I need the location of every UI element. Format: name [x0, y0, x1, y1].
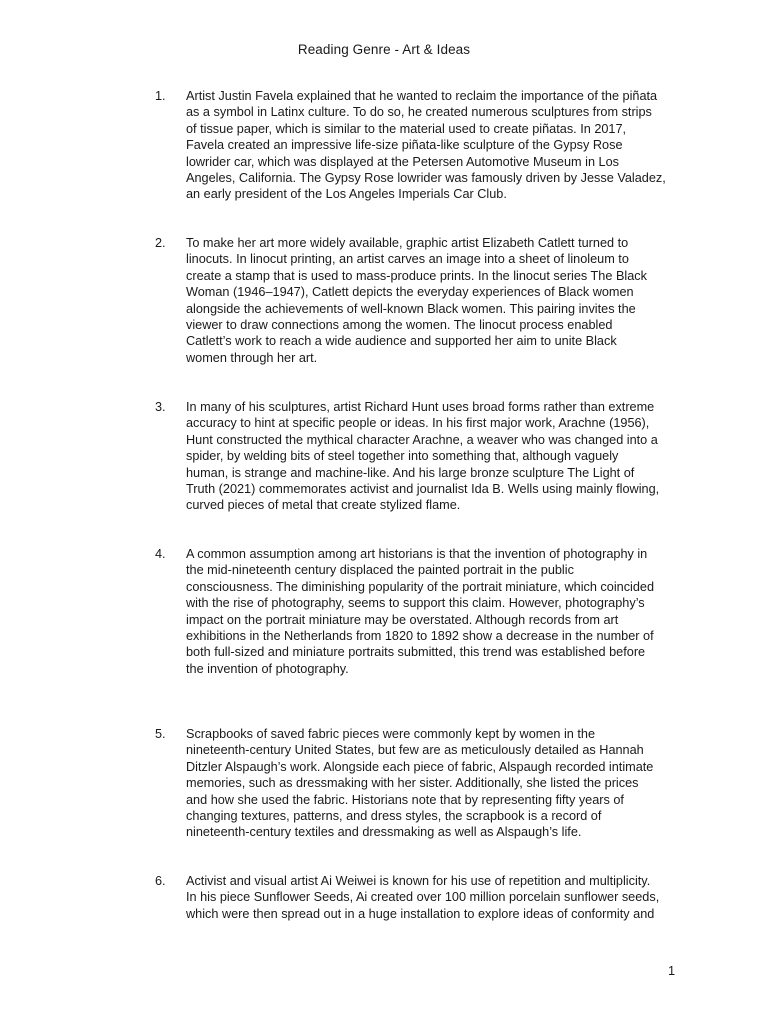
item-number: 2.	[155, 236, 166, 250]
text-line: linocuts. In linocut printing, an artist carves an image into a sheet of linoleum to	[186, 252, 629, 267]
text-line: accuracy to hint at specific people or ideas. In his first major work, Arachne (1956),	[186, 416, 650, 431]
text-line: nineteenth-century United States, but few are as meticulously detailed as Hannah	[186, 743, 644, 758]
item-text	[186, 235, 680, 366]
text-line: exhibitions in the Netherlands from 1820 to 1892 show a decrease in the number of	[186, 629, 654, 644]
item-text	[186, 726, 680, 841]
text-line: Artist Justin Favela explained that he wanted to reclaim the importance of the piñata	[186, 89, 658, 103]
item-text	[186, 88, 680, 203]
item-number: 3.	[155, 400, 166, 414]
text-line: A common assumption among art historians is that the invention of photography in	[186, 547, 648, 561]
text-line: In many of his sculptures, artist Richard Hunt uses broad forms rather than extreme	[186, 400, 655, 414]
page-title: Reading Genre - Art & Ideas	[297, 42, 471, 57]
text-line: the invention of photography.	[186, 661, 349, 676]
item-text	[186, 873, 680, 922]
text-line: nineteenth-century textiles and dressmaking as well as Alspaugh’s life.	[186, 825, 582, 840]
text-line: Favela created an impressive life-size piñata-like sculpture of the Gypsy Rose	[186, 138, 623, 153]
item-number: 5.	[155, 727, 166, 741]
text-line: as a symbol in Latinx culture. To do so, he created numerous sculptures from strips	[186, 105, 652, 120]
item-text	[186, 399, 680, 514]
item-number: 1.	[155, 89, 166, 103]
text-line: which were then spread out in a huge installation to explore ideas of conformity and	[186, 906, 655, 921]
text-line: alongside the achievements of well-known Black women. This pairing invites the	[186, 301, 636, 316]
text-line: the mid-nineteenth century displaced the painted portrait in the public	[186, 563, 574, 578]
page-number: 1	[668, 964, 676, 978]
text-line: Scrapbooks of saved fabric pieces were commonly kept by women in the	[186, 727, 596, 741]
text-line: of tissue paper, which is similar to the material used to create piñatas. In 2017,	[186, 121, 627, 136]
text-line: Woman (1946–1947), Catlett depicts the everyday experiences of Black women	[186, 285, 634, 300]
text-line: consciousness. The diminishing popularity of the portrait miniature, which coincided	[186, 579, 655, 594]
text-line: curved pieces of metal that create stylized flame.	[186, 498, 461, 513]
text-line: Truth (2021) commemorates activist and journalist Ida B. Wells using mainly flowing,	[186, 482, 660, 497]
text-line: and how she used the fabric. Historians note that by representing fifty years of	[186, 792, 624, 807]
text-line: Activist and visual artist Ai Weiwei is known for his use of repetition and multiplicity.	[186, 874, 651, 888]
text-line: women through her art.	[186, 350, 318, 365]
text-line: spider, by welding bits of steel together into something that, although vaguely	[186, 449, 619, 464]
text-line: To make her art more widely available, graphic artist Elizabeth Catlett turned to	[186, 236, 629, 250]
text-line: Hunt constructed the mythical character Arachne, a weaver who was changed into a	[186, 432, 658, 447]
text-line: with the rise of photography, seems to support this claim. However, photography’s	[186, 596, 645, 611]
text-line: an early president of the Los Angeles Imperials Car Club.	[186, 187, 507, 202]
item-number: 6.	[155, 874, 166, 888]
text-line: memories, such as dressmaking with her sister. Additionally, she listed the prices	[186, 776, 639, 791]
text-line: both full-sized and miniature portraits submitted, this trend was established before	[186, 645, 646, 660]
text-line: In his piece Sunflower Seeds, Ai created over 100 million porcelain sunflower seeds,	[186, 890, 660, 905]
text-line: create a stamp that is used to mass-produce prints. In the linocut series The Black	[186, 268, 647, 283]
text-line: changing textures, patterns, and dress styles, the scrapbook is a record of	[186, 809, 602, 824]
item-text	[186, 546, 680, 677]
text-line: viewer to draw connections among the women. The linocut process enabled	[186, 318, 613, 333]
text-line: Catlett’s work to reach a wide audience and supported her aim to unite Black	[186, 334, 617, 349]
text-line: Angeles, California. The Gypsy Rose lowrider was famously driven by Jesse Valadez,	[186, 171, 666, 186]
text-line: lowrider car, which was displayed at the Petersen Automotive Museum in Los	[186, 154, 619, 169]
text-line: human, is strange and machine-like. And his large bronze sculpture The Light of	[186, 465, 635, 480]
item-number: 4.	[155, 547, 166, 561]
text-line: impact on the portrait miniature may be overstated. Although records from art	[186, 612, 619, 627]
text-line: Ditzler Alspaugh’s work. Alongside each piece of fabric, Alspaugh recorded intimate	[186, 759, 654, 774]
